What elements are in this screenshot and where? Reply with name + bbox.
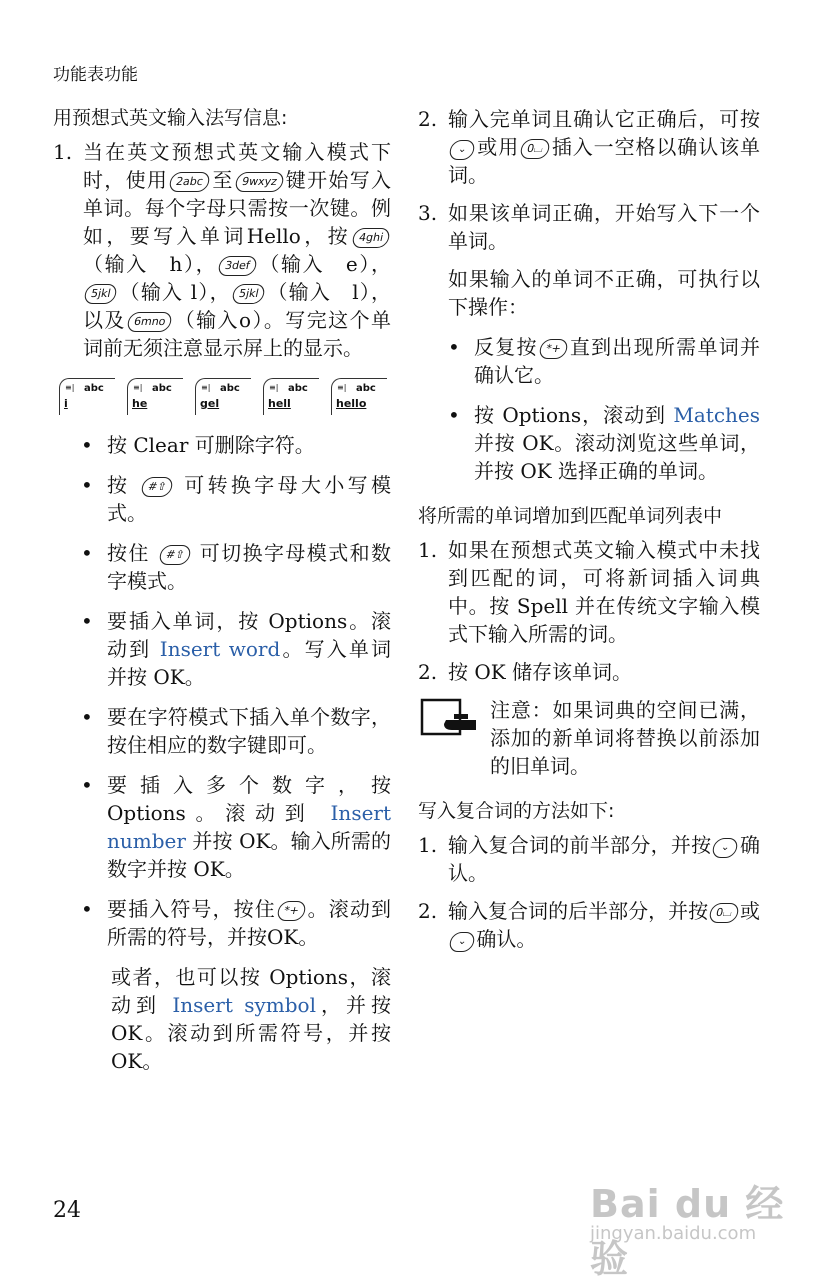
signal-icon: ≡| [269,383,279,392]
menu-term-link: Matches [673,403,760,427]
list-item [53,539,391,595]
bullet: • [81,433,93,457]
key-hash-icon: #⇧ [140,477,175,497]
list-item [53,703,391,759]
key-star-icon: *+ [538,339,569,359]
note-hand-icon-graphic [418,696,480,740]
mode-indicator: abc [220,383,240,394]
list-item [53,895,391,951]
text-span: 直到出现所需单词并确认它。 [474,335,761,387]
step-number: 1. [418,538,438,562]
text-span: 如果词典的空间已满，添加的新单词将替换以前添加的旧单词。 [490,698,760,778]
step-3 [418,199,760,255]
step-text: 按 OK 储存该单词。 [448,660,633,684]
tips-list [53,431,391,1075]
signal-icon: ≡| [337,383,347,392]
list-item [53,771,391,883]
page-number: 24 [53,1198,81,1223]
text-span: 或用 [476,135,520,159]
step-number: 2. [418,660,438,684]
screen-sequence [59,378,391,415]
step-text [448,831,760,887]
key-3-icon: 3def [217,256,258,276]
step-text: 如果该单词正确，开始写入下一个单词。 [448,201,760,253]
list-item [53,431,391,459]
list-text [107,771,391,883]
list-item [418,333,760,389]
bullet: • [81,541,93,565]
step-text [448,897,760,953]
list-text [474,333,760,389]
step-2 [418,658,760,686]
text-span: 输入完单词且确认它正确后，可按 [448,107,760,131]
step-number: 1. [418,833,438,857]
text-span: （输入 h）， [83,252,218,276]
step-1 [53,138,391,362]
key-5-icon: 5jkl [231,284,267,304]
running-header: 功能表功能 [53,65,138,85]
text-span: （输入o）。写完这个单词前无须注意显示屏上的显示。 [83,308,392,360]
watermark-brand: Bai du 经验 [590,1182,785,1281]
left-column [53,105,391,1087]
text-span: 可转换字母大小写模式。 [107,473,392,525]
text-span: 或者，也可以按 Options，滚动到 [111,965,391,1017]
list-text: 按 Clear 可删除字符。 [107,433,315,457]
text-span: 插入一空格以确认该单词。 [448,135,761,187]
step-number: 3. [418,201,438,225]
bullet: • [448,335,460,359]
note-hand-icon [418,696,490,780]
screen-word: gel [200,397,220,410]
bullet: • [81,897,93,921]
text-span: 确认。 [448,833,761,885]
section-heading-compound: 写入复合词的方法如下: [418,800,615,822]
list-item [53,607,391,691]
text-span: 按住 [107,541,150,565]
text-span: 按 Options，滚动到 [474,403,667,427]
list-text [107,607,391,691]
scroll-key-icon: ⌄ [448,932,477,952]
text-span: ，并按 OK。滚动到所需符号，并按 OK。 [111,993,392,1073]
key-star-icon: *+ [276,901,307,921]
text-span: 当在英文预想式英文输入模式下时，使用 [83,140,391,192]
phone-screen-illustration [127,378,183,415]
mode-indicator: abc [288,383,308,394]
phone-screen-illustration [59,378,115,415]
text-span: 。写入单词并按 OK。 [107,637,392,689]
text-span: 要插入符号，按住 [107,897,276,921]
mode-indicator: abc [356,383,376,394]
key-2-icon: 2abc [168,172,211,192]
step-number: 2. [418,107,438,131]
list-text [107,471,391,527]
watermark-url: jingyan.baidu.com [590,1223,757,1244]
phone-screen-illustration [331,378,387,415]
key-9-icon: 9wxyz [234,172,285,192]
key-hash-icon: #⇧ [157,545,192,565]
bullet: • [81,773,93,797]
scroll-key-icon: ⌄ [711,838,740,858]
signal-icon: ≡| [133,383,143,392]
screen-word: he [132,397,148,410]
scroll-key-icon: ⌄ [448,140,477,160]
list-text [474,401,760,485]
text-span: 要插入单词，按 Options。滚动到 [107,609,391,661]
bullet: • [81,705,93,729]
text-span: 按 [107,473,131,497]
step-text [448,105,760,189]
list-text [107,895,391,951]
screen-word: hell [268,397,291,410]
phone-screen-illustration [263,378,319,415]
bullet: • [81,473,93,497]
key-0-icon: 0⌴ [519,139,551,159]
key-4-icon: 4ghi [351,228,391,248]
menu-term-link: Insert symbol [172,993,316,1017]
key-0-icon: 0⌴ [708,903,740,923]
text-span: （输入 e）， [257,252,391,276]
text-span: 可切换字母模式和数字模式。 [107,541,392,593]
list-text: 要在字符模式下插入单个数字，按住相应的数字键即可。 [107,705,391,757]
text-span: （输入 l）， [118,280,231,304]
text-span: 确认。 [476,927,537,951]
list-text [107,539,391,595]
text-span: 输入复合词的后半部分，并按 [448,899,709,923]
step-2 [418,897,760,953]
screen-word: hello [336,397,367,410]
key-6-icon: 6mno [126,312,174,332]
text-span: 输入复合词的前半部分，并按 [448,833,712,857]
text-span: 反复按 [474,335,538,359]
signal-icon: ≡| [201,383,211,392]
list-item [53,471,391,527]
text-span: （输入 l），以及 [83,280,391,332]
section-heading-add-word: 将所需的单词增加到匹配单词列表中 [418,505,723,527]
text-span: 或 [740,899,761,923]
note-text [490,696,760,780]
signal-icon: ≡| [65,383,75,392]
text-span: 。滚动到所需的符号，并按OK。 [107,897,392,949]
mode-indicator: abc [152,383,172,394]
mode-indicator: abc [84,383,104,394]
step-number: 2. [418,899,438,923]
note-label: 注意： [490,698,553,722]
text-span: 要插入多个数字，按 Options。滚动到 [107,773,391,825]
step-1 [418,536,760,648]
step-2 [418,105,760,189]
key-5-icon: 5jkl [83,284,119,304]
bullet: • [81,609,93,633]
step-text [83,138,391,362]
step-1 [418,831,760,887]
step-number: 1. [53,140,73,164]
list-item [418,401,760,485]
text-span: 至 [211,168,234,192]
alternative-text [111,963,391,1075]
menu-term-link: Insert word [159,637,281,661]
screen-word: i [64,397,68,410]
baidu-watermark [590,1165,790,1281]
step-3-subtext: 如果输入的单词不正确，可执行以下操作： [448,267,760,319]
note [418,696,760,780]
text-span: 键开始写入单词。每个字母只需按一次键。例如，要写入单词Hello，按 [83,168,392,248]
step-text: 如果在预想式英文输入模式中未找到匹配的词，可将新词插入词典中。按 Spell 并在传统文字输入模式下输入所需的词。 [448,538,760,646]
text-span: 并按 OK。输入所需的数字并按 OK。 [107,829,392,881]
phone-screen-illustration [195,378,251,415]
text-span: 并按 OK。滚动浏览这些单词，并按 OK 选择正确的单词。 [474,431,760,483]
menu-term-link: Insert number [107,801,392,853]
section-heading-predictive: 用预想式英文输入法写信息: [53,107,288,129]
right-column [418,105,760,963]
bullet: • [448,403,460,427]
